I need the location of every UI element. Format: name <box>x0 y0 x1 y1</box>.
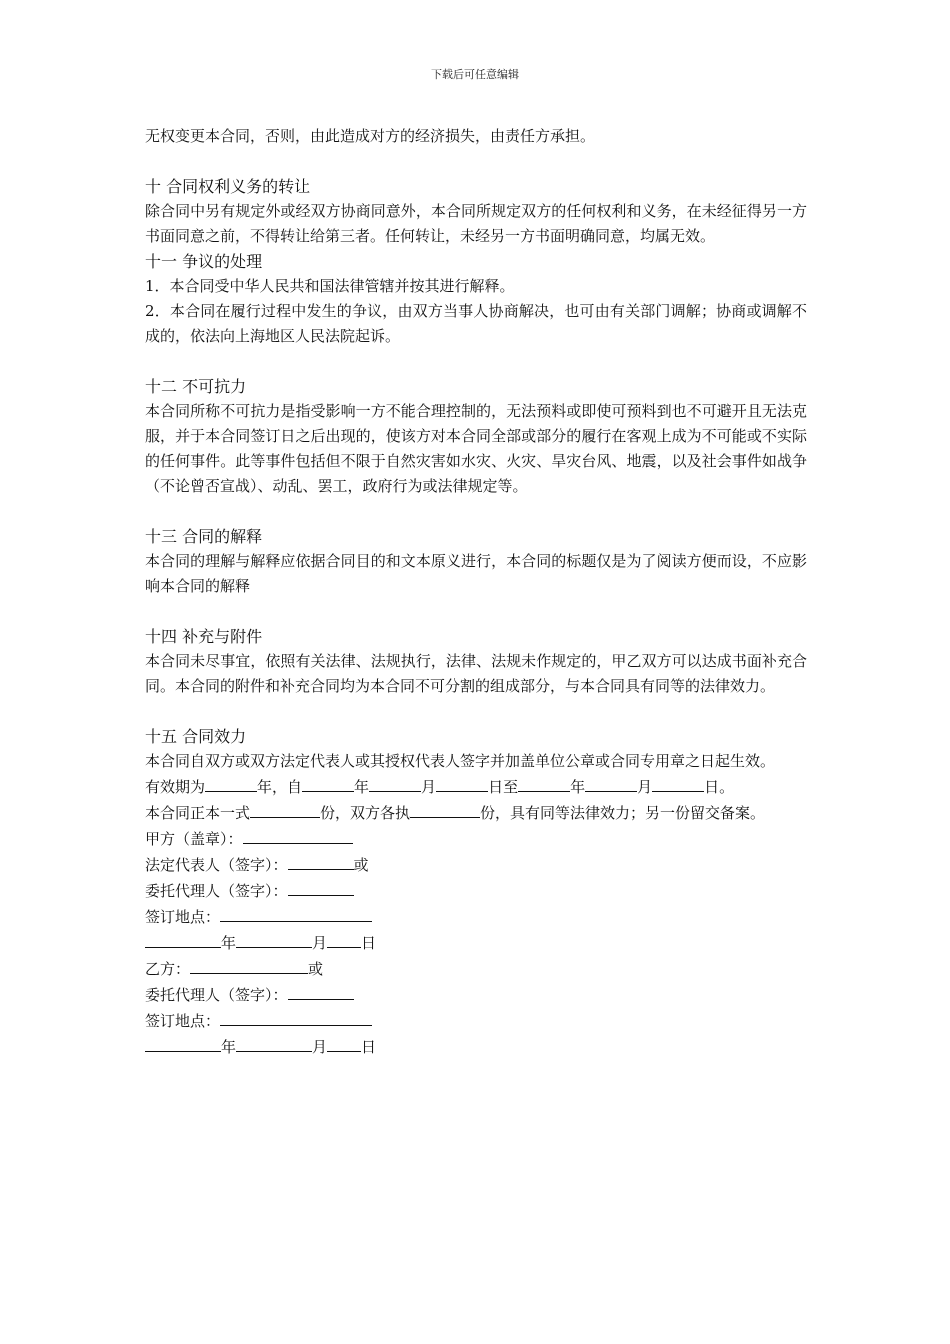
section-14-title: 十四 补充与附件 <box>145 627 263 646</box>
document-body <box>145 124 807 1060</box>
section-10-body: 除合同中另有规定外或经双方协商同意外，本合同所规定双方的任何权利和义务，在未经征得另一方书面同意之前，不得转让给第三者。任何转让，未经另一方书面明确同意，均属无效。 <box>145 202 807 245</box>
start-day-blank[interactable] <box>436 774 488 792</box>
validity-term-line: 有效期为 年，自 年 月 日至 年 月 日。 <box>145 774 807 800</box>
start-month-blank[interactable] <box>369 774 421 792</box>
copies-paragraph: 本合同正本一式 份，双方各执 份，具有同等法律效力；另一份留交备案。 <box>145 800 807 826</box>
party-b-agent-signature-blank[interactable] <box>288 982 354 1000</box>
copies-total-blank[interactable] <box>250 800 320 818</box>
section-13-title: 十三 合同的解释 <box>145 527 263 546</box>
party-a-seal-blank[interactable] <box>243 826 353 844</box>
party-b-line: 乙方： 或 <box>145 956 807 982</box>
start-year-blank[interactable] <box>302 774 354 792</box>
section-12-title: 十二 不可抗力 <box>145 377 247 396</box>
term-years-blank[interactable] <box>205 774 257 792</box>
party-a-agent-line: 委托代理人（签字）： <box>145 878 807 904</box>
party-a-month-blank[interactable] <box>236 930 312 948</box>
party-a-agent-signature-blank[interactable] <box>288 878 354 896</box>
party-b-blank[interactable] <box>190 956 308 974</box>
section-15-title: 十五 合同效力 <box>145 727 247 746</box>
section-14-body: 本合同未尽事宜，依照有关法律、法规执行，法律、法规未作规定的，甲乙双方可以达成书面补充合同。本合同的附件和补充合同均为本合同不可分割的组成部分，与本合同具有同等的法律效力。 <box>145 652 807 695</box>
end-month-blank[interactable] <box>585 774 637 792</box>
party-a-place-line: 签订地点： <box>145 904 807 930</box>
section-11-item-2: 2．本合同在履行过程中发生的争议，由双方当事人协商解决，也可由有关部门调解；协商或调解不成的，依法向上海地区人民法院起诉。 <box>145 302 807 345</box>
party-b-month-blank[interactable] <box>236 1034 312 1052</box>
end-day-blank[interactable] <box>652 774 704 792</box>
party-b-place-line: 签订地点： <box>145 1008 807 1034</box>
section-10-title: 十 合同权利义务的转让 <box>145 177 311 196</box>
party-b-day-blank[interactable] <box>327 1034 361 1052</box>
legal-rep-signature-blank[interactable] <box>288 852 354 870</box>
party-b-year-blank[interactable] <box>145 1034 221 1052</box>
section-11-title: 十一 争议的处理 <box>145 252 263 271</box>
legal-rep-line: 法定代表人（签字）： 或 <box>145 852 807 878</box>
party-b-place-blank[interactable] <box>220 1008 372 1026</box>
party-a-date-line: 年 月 日 <box>145 930 807 956</box>
intro-paragraph: 无权变更本合同，否则，由此造成对方的经济损失，由责任方承担。 <box>145 127 596 145</box>
section-13-body: 本合同的理解与解释应依据合同目的和文本原义进行，本合同的标题仅是为了阅读方便而设，不应影响本合同的解释 <box>145 552 807 595</box>
section-11-item-1: 1．本合同受中华人民共和国法律管辖并按其进行解释。 <box>145 277 515 295</box>
section-15-body: 本合同自双方或双方法定代表人或其授权代表人签字并加盖单位公章或合同专用章之日起生效。 <box>145 752 776 770</box>
page-header-note: 下载后可任意编辑 <box>431 68 519 81</box>
party-b-date-line: 年 月 日 <box>145 1034 807 1060</box>
party-a-place-blank[interactable] <box>220 904 372 922</box>
party-a-year-blank[interactable] <box>145 930 221 948</box>
party-a-line: 甲方（盖章）： <box>145 826 807 852</box>
party-a-day-blank[interactable] <box>327 930 361 948</box>
end-year-blank[interactable] <box>518 774 570 792</box>
party-b-agent-line: 委托代理人（签字）： <box>145 982 807 1008</box>
section-12-body: 本合同所称不可抗力是指受影响一方不能合理控制的，无法预料或即使可预料到也不可避开且无法克服，并于本合同签订日之后出现的，使该方对本合同全部或部分的履行在客观上成为不可能或不实际的任何事件。此等事件包括但不限于自然灾害如水灾、火灾、旱灾台风、地震，以及社会事件如战争（不论曾否宣战）、动乱、罢工，政府行为或法律规定等。 <box>145 402 807 495</box>
copies-each-blank[interactable] <box>410 800 480 818</box>
